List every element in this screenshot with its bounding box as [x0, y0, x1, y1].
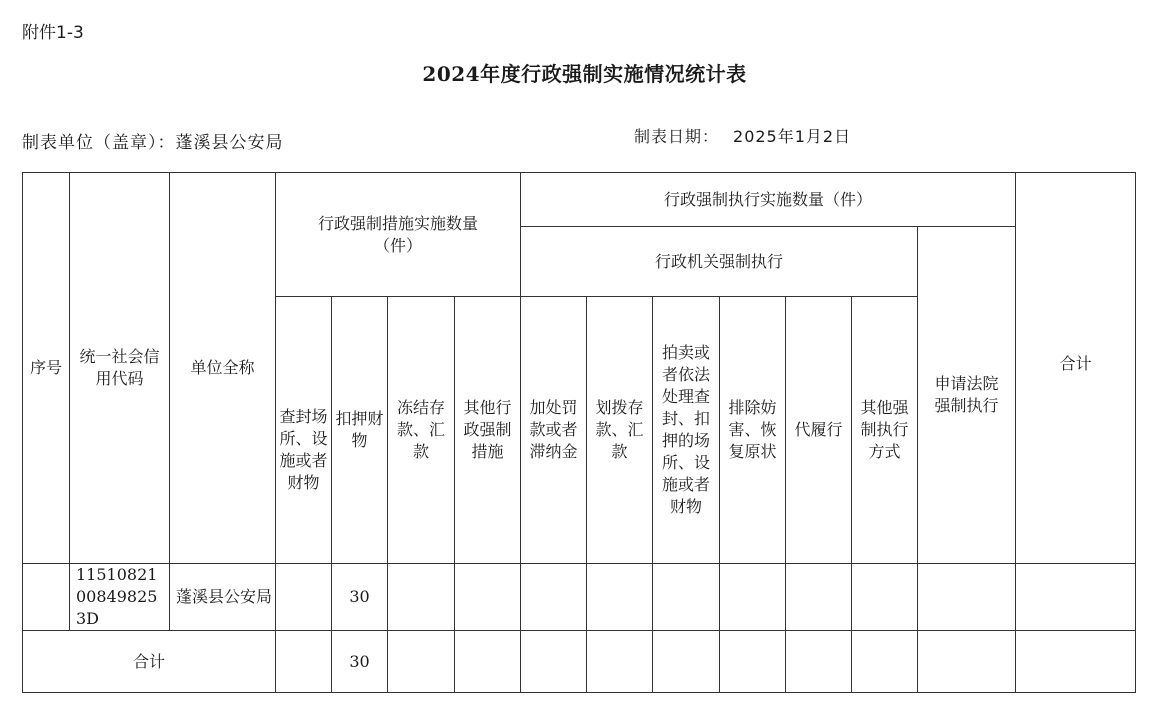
- row-credit-code: 11510821008498253D: [70, 564, 170, 631]
- row-detain-property: 30: [332, 564, 388, 631]
- row-remove-obstruction: [720, 564, 786, 631]
- date-value: 2025年1月2日: [733, 127, 852, 146]
- statistics-table: [22, 172, 1136, 693]
- row-seq: [23, 564, 70, 631]
- row-substitute-performance: [786, 564, 852, 631]
- row-seizure-places: [276, 564, 332, 631]
- row-auction: [653, 564, 720, 631]
- header-seq: 序号: [23, 173, 70, 564]
- header-total: 合计: [1016, 173, 1136, 564]
- date-label: 制表日期：: [634, 127, 720, 146]
- row-other-execution: [852, 564, 918, 631]
- unit-value: 蓬溪县公安局: [175, 133, 284, 153]
- header-agency-substitute: 代履行: [786, 297, 852, 564]
- total-auction: [653, 631, 720, 693]
- header-execution-group: 行政强制执行实施数量（件）: [521, 173, 1016, 227]
- total-transfer-deposits: [587, 631, 653, 693]
- total-extra-fines: [521, 631, 587, 693]
- total-remove-obstruction: [720, 631, 786, 693]
- page-title: 2024年度行政强制实施情况统计表: [422, 62, 747, 86]
- header-measure-freeze: 冻结存款、汇款: [388, 297, 455, 564]
- row-court-execution: [918, 564, 1016, 631]
- total-substitute-performance: [786, 631, 852, 693]
- header-agency-transfer: 划拨存款、汇款: [587, 297, 653, 564]
- row-other-measures: [455, 564, 521, 631]
- row-freeze-deposits: [388, 564, 455, 631]
- total-other-measures: [455, 631, 521, 693]
- header-agency-other: 其他强制执行方式: [852, 297, 918, 564]
- row-unit-name: 蓬溪县公安局: [170, 564, 276, 631]
- header-agency-auction: 拍卖或者依法处理查封、扣押的场所、设施或者财物: [653, 297, 720, 564]
- row-extra-fines: [521, 564, 587, 631]
- total-freeze-deposits: [388, 631, 455, 693]
- header-credit-code: 统一社会信用代码: [70, 173, 170, 564]
- total-court-execution: [918, 631, 1016, 693]
- attachment-label: 附件1-3: [22, 23, 84, 43]
- header-agency-remove: 排除妨害、恢复原状: [720, 297, 786, 564]
- unit-line: [22, 128, 284, 153]
- header-unit-name: 单位全称: [170, 173, 276, 564]
- header-agency-execution: 行政机关强制执行: [521, 227, 918, 297]
- total-row-label: 合计: [23, 631, 276, 693]
- date-line: [634, 124, 851, 147]
- unit-label: 制表单位（盖章）：: [22, 133, 176, 153]
- total-total: [1016, 631, 1136, 693]
- header-measure-other: 其他行政强制措施: [455, 297, 521, 564]
- total-row: [23, 631, 1136, 693]
- total-other-execution: [852, 631, 918, 693]
- header-measures-group: 行政强制措施实施数量（件）: [276, 173, 521, 297]
- header-measure-seizure: 查封场所、设施或者财物: [276, 297, 332, 564]
- total-detain-property: 30: [332, 631, 388, 693]
- header-court-execution: 申请法院强制执行: [918, 227, 1016, 564]
- row-total: [1016, 564, 1136, 631]
- row-transfer-deposits: [587, 564, 653, 631]
- table-row: [23, 564, 1136, 631]
- header-measure-detain: 扣押财物: [332, 297, 388, 564]
- total-seizure-places: [276, 631, 332, 693]
- header-agency-fines: 加处罚款或者滞纳金: [521, 297, 587, 564]
